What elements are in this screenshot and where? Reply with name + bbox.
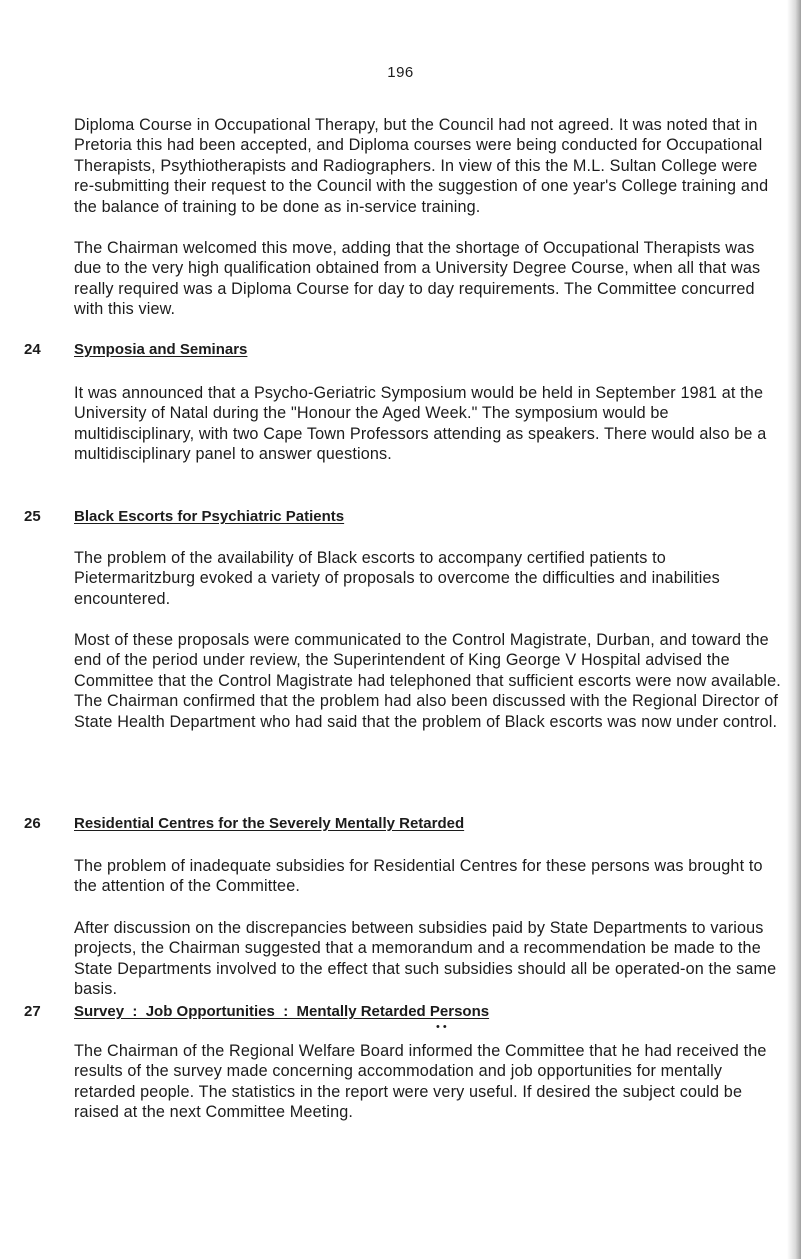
- section-25-paragraph-1: The problem of the availability of Black escorts to accompany certified patients to Pietermaritzburg evoked a variety of proposals to overcome the difficulties and inabilities encountered.: [74, 549, 720, 608]
- section-27-paragraph-1: The Chairman of the Regional Welfare Board informed the Committee that he had received the results of the survey made concerning accommodation and job opportunities for mentally retarded people. The statistics in the report were very useful. If desired the subject could be raised at the next Committee Meeting.: [74, 1042, 767, 1122]
- section-25-paragraph-2: Most of these proposals were communicated to the Control Magistrate, Durban, and toward the end of the period under review, the Superintendent of King George V Hospital advised the Committee that the Control Magistrate had telephoned that sufficient escorts were now available. The Chairman confirmed that the problem had also been discussed with the Regional Director of State Health Department who had said that the problem of Black escorts was now under control.: [74, 631, 781, 731]
- section-24-number: 24: [24, 341, 41, 358]
- intro-paragraph-1: Diploma Course in Occupational Therapy, but the Council had not agreed. It was noted that in Pretoria this had been accepted, and Diploma courses were being conducted for Occupational Therapists, Psythiotherapists and Radiographers. In view of this the M.L. Sultan College were re-submitting their request to the Council with the suggestion of one year's College training and the balance of training to be done as in-service training.: [74, 116, 769, 216]
- page-number: 196: [387, 64, 414, 81]
- section-26-number: 26: [24, 815, 41, 832]
- section-26-title: Residential Centres for the Severely Mentally Retarded: [74, 815, 465, 832]
- section-27-number: 27: [24, 1003, 41, 1020]
- scan-edge-shadow: [787, 0, 801, 1259]
- intro-paragraph-2: The Chairman welcomed this move, adding that the shortage of Occupational Therapists was due to the very high qualification obtained from a University Degree Course, when all that was really required was a Diploma Course for day to day requirements. The Committee concurred with this view.: [74, 239, 761, 319]
- section-24-title: Symposia and Seminars: [74, 341, 248, 358]
- section-27-title: Survey : Job Opportunities : Mentally Retarded Persons: [74, 1003, 490, 1020]
- section-25-number: 25: [24, 508, 41, 525]
- stray-marks: ••: [436, 1021, 450, 1033]
- section-24-paragraph-1: It was announced that a Psycho-Geriatric Symposium would be held in September 1981 at the University of Natal during the "Honour the Aged Week." The symposium would be multidisciplinary, with two Cape Town Professors attending as speakers. There would also be a multidisciplinary panel to answer questions.: [74, 384, 767, 464]
- section-25-title: Black Escorts for Psychiatric Patients: [74, 508, 345, 525]
- section-26-paragraph-2: After discussion on the discrepancies between subsidies paid by State Departments to various projects, the Chairman suggested that a memorandum and a recommendation be made to the State Departments involved to the effect that such subsidies should all be operated-on the same basis.: [74, 919, 777, 999]
- section-26-paragraph-1: The problem of inadequate subsidies for Residential Centres for these persons was brought to the attention of the Committee.: [74, 857, 763, 896]
